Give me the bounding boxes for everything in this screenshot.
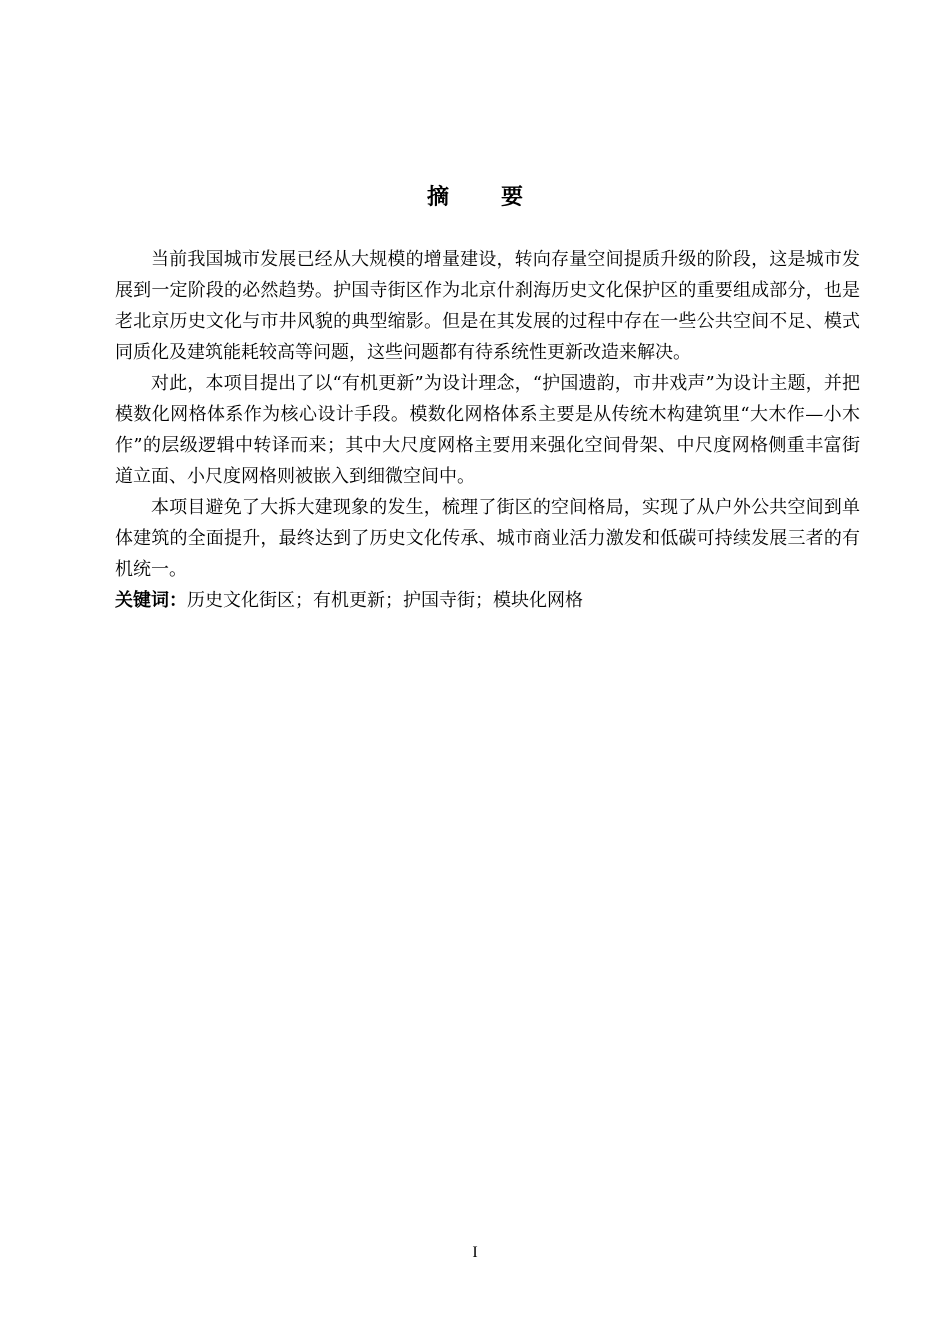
page-number: I xyxy=(472,1244,478,1261)
abstract-paragraph-3: 本项目避免了大拆大建现象的发生，梳理了街区的空间格局，实现了从户外公共空间到单体建筑的全面提升，最终达到了历史文化传承、城市商业活力激发和低碳可持续发展三者的有机统一。 xyxy=(115,497,860,580)
abstract-paragraph-1: 当前我国城市发展已经从大规模的增量建设，转向存量空间提质升级的阶段，这是城市发展到一定阶段的必然趋势。护国寺街区作为北京什刹海历史文化保护区的重要组成部分，也是老北京历史文化与市井风貌的典型缩影。但是在其发展的过程中存在一些公共空间不足、模式同质化及建筑能耗较高等问题，这些问题都有待系统性更新改造来解决。 xyxy=(115,249,860,363)
abstract-body xyxy=(115,244,860,616)
keywords-line xyxy=(115,585,860,616)
keywords-text: 历史文化街区；有机更新；护国寺街；模块化网格 xyxy=(187,590,583,611)
abstract-paragraph-2: 对此，本项目提出了以“有机更新”为设计理念，“护国遗韵，市井戏声”为设计主题，并把模数化网格体系作为核心设计手段。模数化网格体系主要是从传统木构建筑里“大木作—小木作”的层级逻辑中转译而来；其中大尺度网格主要用来强化空间骨架、中尺度网格侧重丰富街道立面、小尺度网格则被嵌入到细微空间中。 xyxy=(115,373,860,487)
page-title: 摘要 xyxy=(426,185,575,210)
keywords-label: 关键词： xyxy=(115,590,187,611)
